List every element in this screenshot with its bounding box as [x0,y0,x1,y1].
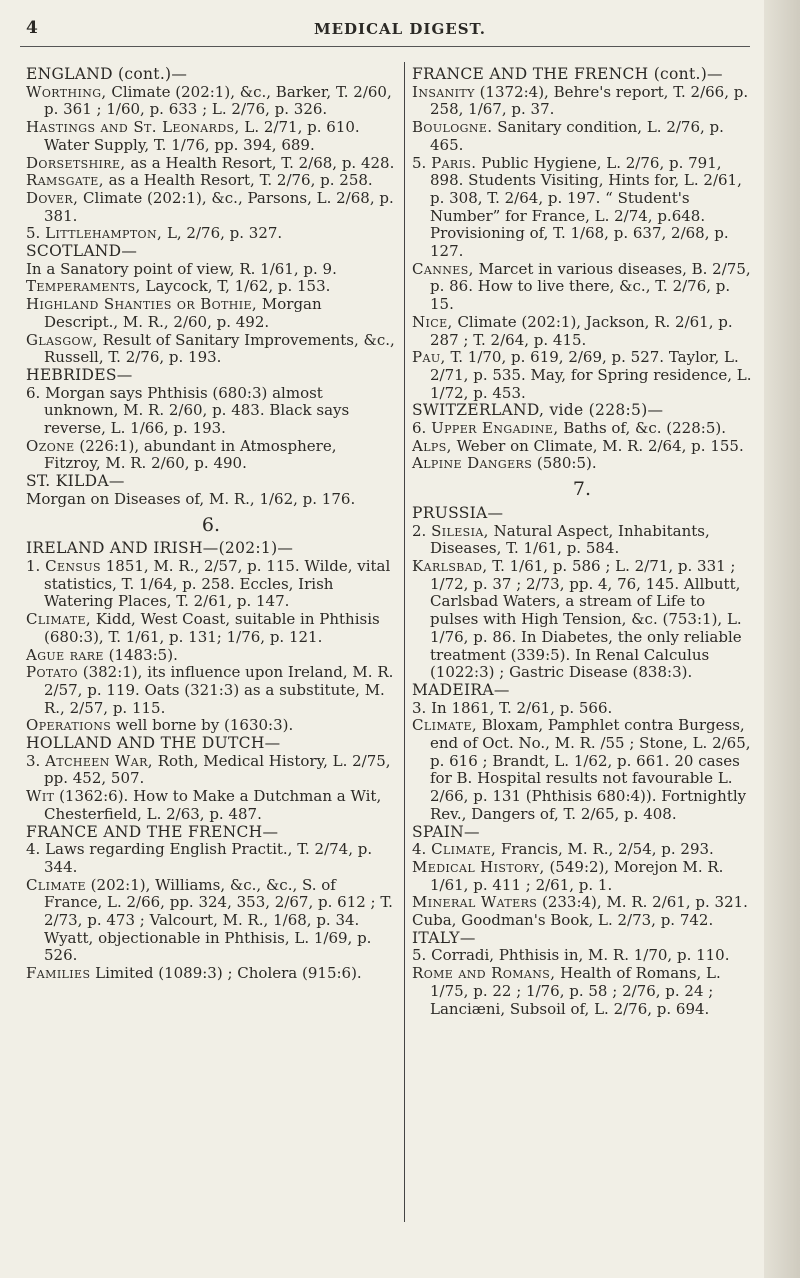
section-italy [412,930,752,1019]
index-entry [26,965,396,983]
index-entry [26,753,396,788]
entry-number: 6. [26,383,41,402]
section-heading: HEBRIDES— [26,365,133,384]
index-entry [26,296,396,331]
entry-lead: Alps, [412,436,452,455]
entry-lead: Climate [26,875,86,894]
section-st-kilda [26,473,396,508]
entry-number: 5. [26,224,41,243]
section-heading: ST. KILDA— [26,472,125,491]
index-entry [26,172,396,190]
entry-lead: Ague rare [26,645,104,664]
section-number: 6. [201,513,221,536]
index-entry [412,155,752,261]
index-entry [412,438,752,456]
entry-text: In a Sanatory point of view, R. 1/61, p. 9. [26,259,337,278]
index-entry [412,349,752,402]
entry-lead: Ramsgate, [26,171,104,190]
entry-number: 3. [412,698,427,717]
index-entry [26,611,396,646]
entry-text: Cuba, Goodman's Book, L. 2/73, p. 742. [412,911,714,930]
entry-text: Climate (202:1), &c., Parsons, L. 2/68, p. 381. [44,188,394,225]
index-entry [26,190,396,225]
entry-text: (202:1), Williams, &c., &c., S. of France, L. 2/66, pp. 324, 353, 2/67, p. 612 ; T. 2/73, p. 473 ; Valcourt, M. R., 1/68, p. 34. Wyatt, objectionable in Phthisis, L. 1/69, p. 526. [44,875,393,965]
entry-text: Climate (202:1), &c., Barker, T. 2/60, p. 361 ; 1/60, p. 633 ; L. 2/76, p. 326. [44,82,392,119]
entry-text: T. 1/70, p. 619, 2/69, p. 527. Taylor, L. 2/71, p. 535. May, for Spring residence, L. 1/72, p. 453. [430,348,752,402]
entry-text: (1362:6). How to Make a Dutchman a Wit, Chesterfield, L. 2/63, p. 487. [44,787,382,823]
entry-lead: Medical History, [412,857,545,876]
entry-lead: Temperaments, [26,277,141,296]
section-ireland [26,540,396,735]
index-entry [26,717,396,735]
entry-text: Bloxam, Pamphlet contra Burgess, end of Oct. No., M. R. /55 ; Stone, L. 2/65, p. 616 ; Brandt, L. 1/62, p. 661. 20 cases for B. Hospital results not favourable L. 2/66, p. 131 (Phthisis 680:4)). Fortnightly Rev., Dangers of, T. 2/65, p. 408. [430,716,751,823]
section-heading: SPAIN— [412,822,480,841]
entry-text: Francis, M. R., 2/54, p. 293. [496,840,714,859]
page-edge-shadow [764,0,800,1278]
entry-number: 2. [412,521,427,540]
entry-number: 5. [412,946,427,965]
entry-lead: Wit [26,787,55,806]
entry-lead: Atcheen War, [45,751,153,770]
entry-lead: Upper Engadine, [431,419,559,438]
section-holland [26,735,396,824]
entry-text: Morgan Descript., M. R., 2/60, p. 492. [44,295,322,331]
entry-lead: Boulogne. [412,118,493,137]
entry-lead: Census [45,556,101,575]
section-heading: SWITZERLAND, vide (228:5)— [412,401,664,420]
index-entry [26,438,396,473]
page-number: 4 [26,18,38,38]
entry-lead: Dorsetshire, [26,153,126,172]
entry-lead: Operations [26,716,112,735]
entry-text: In 1861, T. 2/61, p. 566. [431,698,613,717]
index-entry [26,278,396,296]
entry-lead: Families [26,964,91,983]
entry-number: 6. [412,419,427,438]
entry-lead: Silesia, [431,521,489,540]
section-france [26,824,396,983]
entry-lead: Dover, [26,188,79,207]
entry-text: Laws regarding English Practit., T. 2/74, p. 344. [44,840,373,876]
entry-text: as a Health Resort, T. 2/68, p. 428. [125,153,395,172]
entry-text: Sanitary condition, L. 2/76, p. 465. [430,118,724,154]
entry-number: 5. [412,153,427,172]
entry-text: Limited (1089:3) ; Cholera (915:6). [90,964,362,983]
index-entry [26,788,396,823]
entry-lead: Littlehampton, [45,224,163,243]
index-entry [26,877,396,966]
index-entry [412,947,752,965]
header-rule [20,46,750,47]
index-entry [412,700,752,718]
entry-text: Roth, Medical History, L. 2/75, pp. 452, 507. [44,751,391,788]
section-prussia [412,505,752,682]
index-entry [26,664,396,717]
entry-text: Climate (202:1), Jackson, R. 2/61, p. 287 ; T. 2/64, p. 415. [430,312,733,349]
running-title: MEDICAL DIGEST. [314,20,486,38]
entry-lead: Hastings and St. Leonards, [26,118,240,137]
left-column [26,66,396,983]
section-heading: SCOTLAND— [26,242,138,261]
section-heading: PRUSSIA— [412,503,504,522]
section-switzerland [412,402,752,473]
index-entry [412,314,752,349]
index-entry [412,894,752,912]
section-hebrides [26,367,396,473]
entry-number: 4. [412,840,427,859]
index-entry [26,261,396,279]
entry-text: (549:2), Morejon M. R. 1/61, p. 411 ; 2/61, p. 1. [430,857,724,894]
index-entry [26,491,396,509]
index-entry [412,859,752,894]
index-entry [412,965,752,1018]
entry-text: T. 1/61, p. 586 ; L. 2/71, p. 331 ; 1/72, p. 37 ; 2/73, pp. 4, 76, 145. Allbutt, Carlsbad Waters, a stream of Life to pulses with High Tension, &c. (753:1), L. 1/76, p. 86. In Diabetes, the only reliable treatment (339:5). In Renal Calculus (1022:3) ; Gastric Disease (838:3). [430,556,742,682]
entry-text: L. 2/71, p. 610. Water Supply, T. 1/76, pp. 394, 689. [44,118,360,154]
right-column [412,66,752,1018]
entry-text: Marcet in various diseases, B. 2/75, p. 86. How to live there, &c., T. 2/76, p. 15. [430,259,751,314]
section-spain [412,824,752,930]
index-entry [26,225,396,243]
entry-lead: Glasgow, [26,330,98,349]
entry-text: 1851, M. R., 2/57, p. 115. Wilde, vital statistics, T. 1/64, p. 258. Eccles, Irish Watering Places, T. 2/61, p. 147. [44,556,391,611]
entry-text: (1372:4), Behre's report, T. 2/66, p. 258, 1/67, p. 37. [430,82,749,119]
section-england [26,66,396,243]
page-header [0,12,800,52]
entry-lead: Climate, [412,716,478,735]
index-entry [412,420,752,438]
entry-lead: Insanity [412,82,475,101]
section-number: 7. [572,478,592,501]
entry-text: Morgan on Diseases of, M. R., 1/62, p. 176. [26,489,356,508]
section-scotland [26,243,396,367]
entry-text: Public Hygiene, L. 2/76, p. 791, 898. Students Visiting, Hints for, L. 2/61, p. 308, T. 2/64, p. 197. “ Student's Number” for France, L. 2/74, p.648. Provisioning of, T. 1/68, p. 637, 2/68, p. 127. [430,153,742,261]
entry-text: Morgan says Phthisis (680:3) almost unknown, M. R. 2/60, p. 483. Black says reverse, L. 1/66, p. 193. [44,383,350,438]
entry-text: (226:1), abundant in Atmosphere, Fitzroy, M. R. 2/60, p. 490. [44,436,337,473]
entry-text: Corradi, Phthisis in, M. R. 1/70, p. 110. [431,946,730,965]
index-entry [412,841,752,859]
index-entry [26,84,396,119]
section-heading: FRANCE AND THE FRENCH (cont.)— [412,65,723,83]
entry-lead: Mineral Waters [412,893,538,912]
entry-lead: Climate, [26,610,92,629]
entry-text: Natural Aspect, Inhabitants, Diseases, T. 1/61, p. 584. [430,521,710,558]
index-entry [412,455,752,473]
section-heading: FRANCE AND THE FRENCH— [26,822,279,841]
section-heading: HOLLAND AND THE DUTCH— [26,734,281,753]
entry-lead: Pau, [412,348,446,367]
entry-lead: Cannes, [412,259,474,278]
index-entry [412,558,752,682]
entry-text: L, 2/76, p. 327. [162,224,283,243]
entry-number: 3. [26,751,41,770]
section-heading: ITALY— [412,928,476,947]
entry-text: (1483:5). [103,645,178,664]
entry-lead: Ozone [26,436,75,455]
index-entry [26,119,396,154]
entry-text: Result of Sanitary Improvements, &c., Russell, T. 2/76, p. 193. [44,330,395,367]
column-divider [404,62,405,1222]
section-france-cont [412,66,752,402]
index-entry [412,84,752,119]
entry-text: (580:5). [532,454,597,473]
section-madeira [412,682,752,824]
entry-lead: Highland Shanties or Bothie, [26,295,258,314]
entry-text: Baths of, &c. (228:5). [558,419,726,438]
section-heading: ENGLAND (cont.)— [26,65,188,83]
index-entry [26,558,396,611]
entry-text: (233:4), M. R. 2/61, p. 321. [537,893,748,912]
index-entry [26,841,396,876]
entry-number: 1. [26,556,41,575]
entry-lead: Climate, [431,840,497,859]
index-entry [412,717,752,823]
section-heading: IRELAND AND IRISH—(202:1)— [26,539,294,558]
index-entry [26,332,396,367]
entry-lead: Worthing, [26,82,107,101]
entry-text: Laycock, T, 1/62, p. 153. [140,277,331,296]
entry-text: as a Health Resort, T. 2/76, p. 258. [103,171,373,190]
entry-lead: Karlsbad, [412,556,488,575]
entry-lead: Alpine Dangers [412,454,533,473]
index-entry [412,523,752,558]
entry-text: (382:1), its influence upon Ireland, M. R. 2/57, p. 119. Oats (321:3) as a substitute, M. R., 2/57, p. 115. [44,663,394,717]
index-entry [26,385,396,438]
entry-text: Weber on Climate, M. R. 2/64, p. 155. [451,436,744,455]
index-entry [26,155,396,173]
entry-lead: Nice, [412,312,453,331]
entry-lead: Paris. [431,153,477,172]
entry-text: well borne by (1630:3). [111,716,294,735]
section-heading: MADEIRA— [412,680,510,699]
entry-lead: Rome and Romans, [412,964,556,983]
entry-text: Kidd, West Coast, suitable in Phthisis (680:3), T. 1/61, p. 131; 1/76, p. 121. [44,610,380,646]
index-entry [26,647,396,665]
index-entry [412,912,752,930]
index-entry [412,119,752,154]
entry-text: Health of Romans, L. 1/75, p. 22 ; 1/76, p. 58 ; 2/76, p. 24 ; Lanciæni, Subsoil of, L. 2/76, p. 694. [430,964,721,1018]
entry-number: 4. [26,840,41,859]
entry-lead: Potato [26,663,78,682]
index-entry [412,261,752,314]
